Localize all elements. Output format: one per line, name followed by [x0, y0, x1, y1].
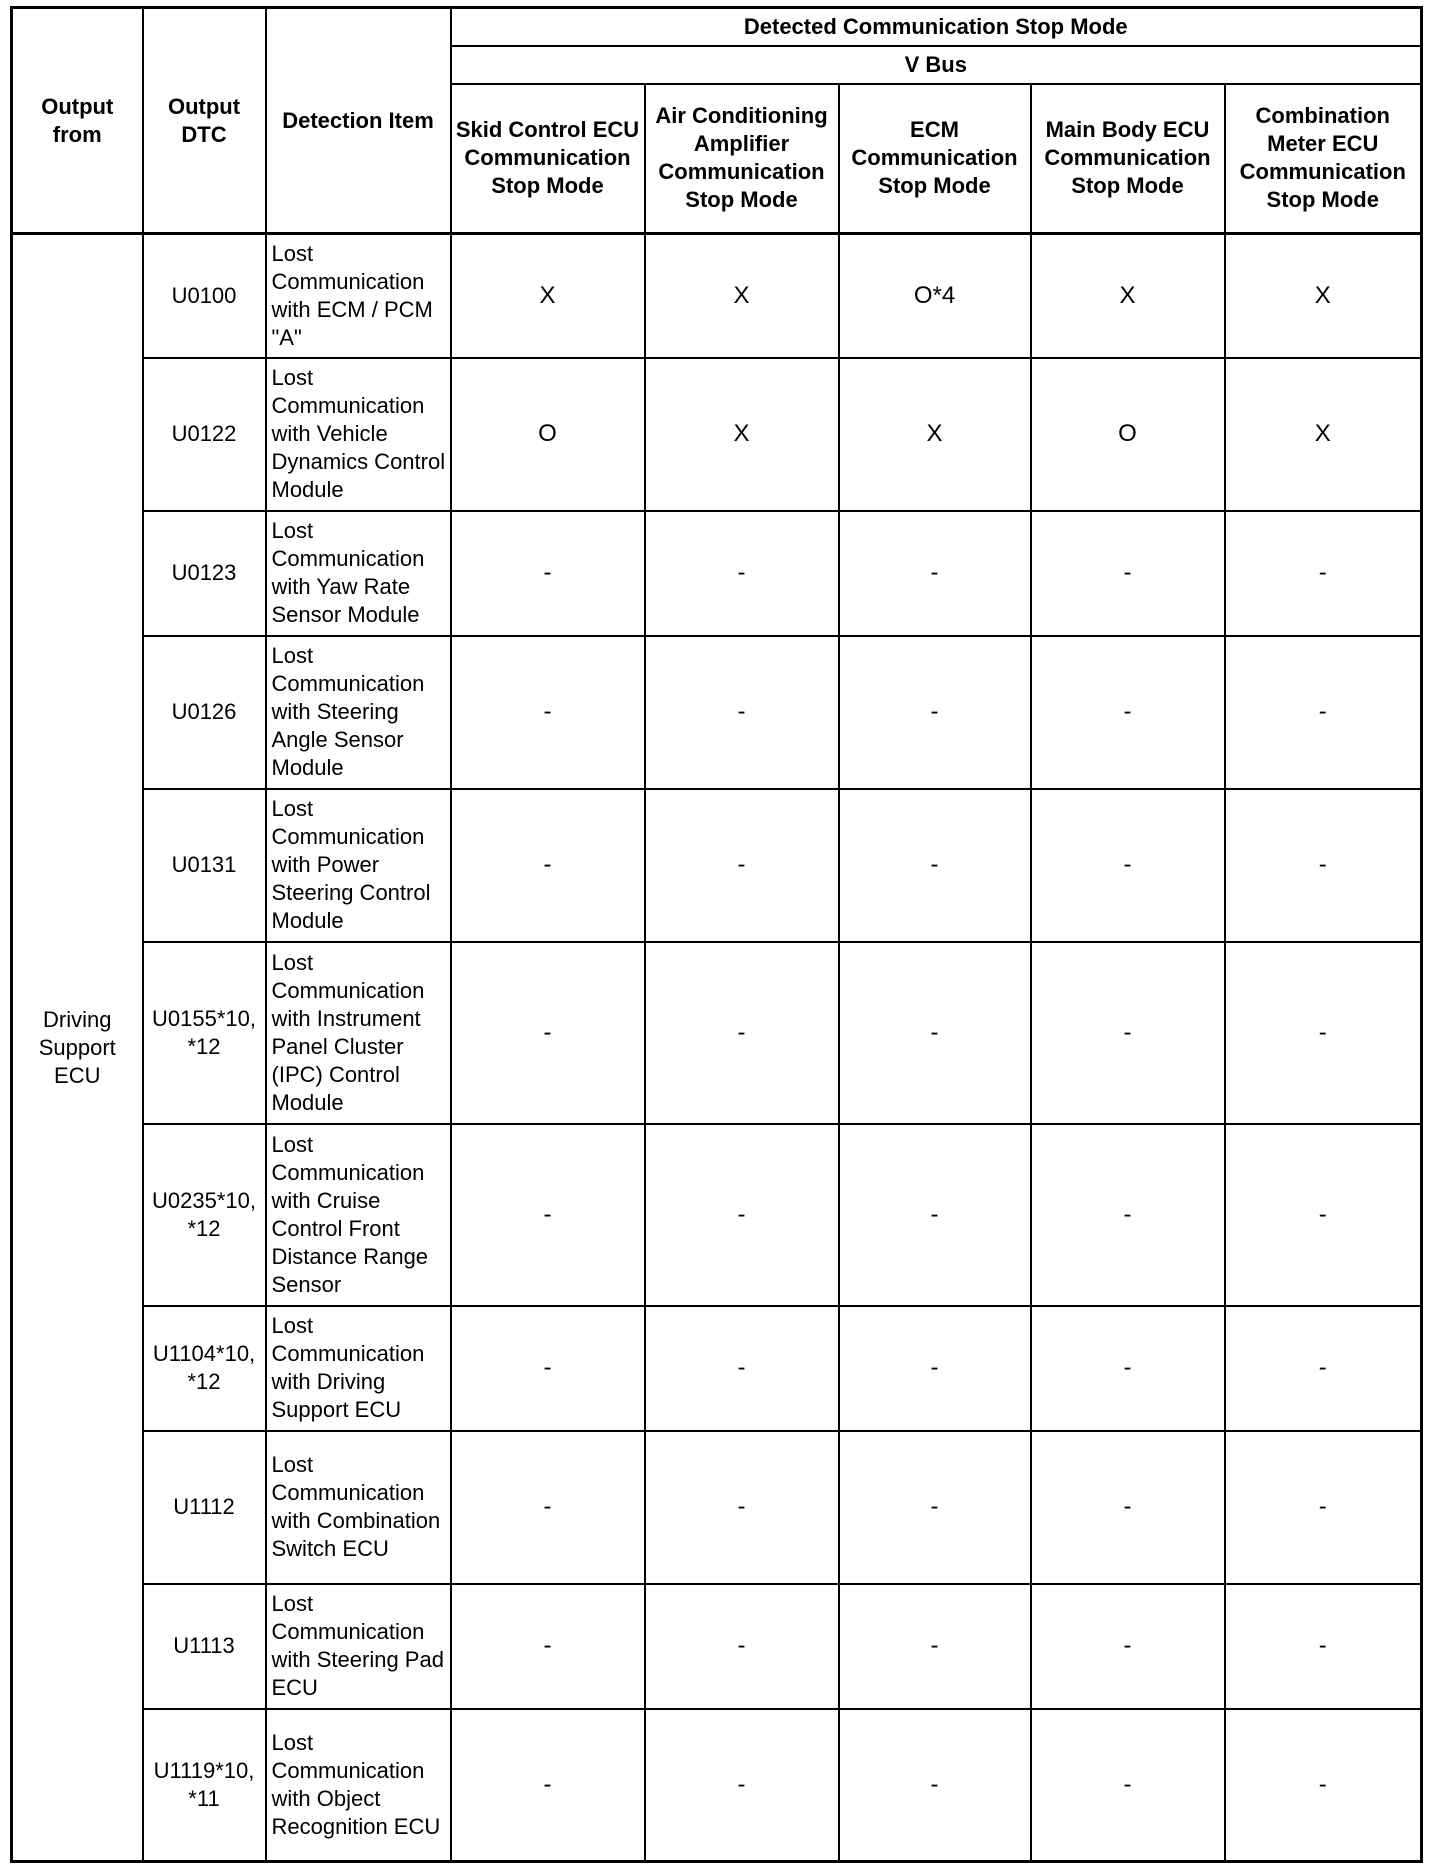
mark-main-body: X	[1031, 234, 1225, 358]
mark-combination-meter: -	[1225, 1431, 1422, 1584]
mark-air-conditioning: -	[645, 511, 839, 636]
mark-air-conditioning: -	[645, 942, 839, 1124]
table-row	[12, 789, 1422, 942]
mark-air-conditioning: -	[645, 789, 839, 942]
mark-skid-control: -	[451, 1124, 645, 1306]
dtc-cell: U0126	[143, 636, 266, 789]
dtc-cell: U0100	[143, 234, 266, 358]
table-header	[12, 8, 1422, 234]
mark-main-body: -	[1031, 1584, 1225, 1709]
header-detected-communication-stop-mode: Detected Communication Stop Mode	[451, 8, 1422, 46]
mark-combination-meter: -	[1225, 636, 1422, 789]
mark-main-body: -	[1031, 1431, 1225, 1584]
mark-main-body: -	[1031, 789, 1225, 942]
dtc-communication-table	[10, 6, 1423, 1863]
mark-combination-meter: X	[1225, 234, 1422, 358]
mark-air-conditioning: -	[645, 1306, 839, 1431]
mark-air-conditioning: X	[645, 358, 839, 511]
table-row	[12, 1709, 1422, 1862]
table-row	[12, 1431, 1422, 1584]
mark-main-body: -	[1031, 1124, 1225, 1306]
header-output-from: Output from	[12, 8, 143, 234]
detection-item-cell: Lost Communication with Object Recognition ECU	[266, 1709, 451, 1862]
detection-item-cell: Lost Communication with Yaw Rate Sensor Module	[266, 511, 451, 636]
mark-skid-control: -	[451, 636, 645, 789]
mark-skid-control: O	[451, 358, 645, 511]
mark-skid-control: -	[451, 511, 645, 636]
mark-skid-control: -	[451, 789, 645, 942]
mark-main-body: -	[1031, 511, 1225, 636]
mark-skid-control: -	[451, 1306, 645, 1431]
detection-item-cell: Lost Communication with Vehicle Dynamics Control Module	[266, 358, 451, 511]
mark-skid-control: -	[451, 1431, 645, 1584]
mark-ecm: -	[839, 1124, 1031, 1306]
header-ecm: ECM Communication Stop Mode	[839, 84, 1031, 234]
dtc-cell: U0155*10, *12	[143, 942, 266, 1124]
dtc-cell: U1113	[143, 1584, 266, 1709]
mark-air-conditioning: -	[645, 636, 839, 789]
mark-combination-meter: X	[1225, 358, 1422, 511]
mark-ecm: -	[839, 1709, 1031, 1862]
dtc-cell: U0235*10, *12	[143, 1124, 266, 1306]
mark-ecm: O*4	[839, 234, 1031, 358]
mark-main-body: O	[1031, 358, 1225, 511]
mark-combination-meter: -	[1225, 789, 1422, 942]
mark-combination-meter: -	[1225, 942, 1422, 1124]
mark-skid-control: -	[451, 1709, 645, 1862]
mark-combination-meter: -	[1225, 1306, 1422, 1431]
mark-ecm: -	[839, 1306, 1031, 1431]
header-bus: V Bus	[451, 46, 1422, 84]
dtc-cell: U0131	[143, 789, 266, 942]
mark-air-conditioning: X	[645, 234, 839, 358]
dtc-cell: U0122	[143, 358, 266, 511]
table-row	[12, 1306, 1422, 1431]
mark-main-body: -	[1031, 636, 1225, 789]
mark-ecm: -	[839, 511, 1031, 636]
mark-ecm: -	[839, 789, 1031, 942]
detection-item-cell: Lost Communication with Steering Pad ECU	[266, 1584, 451, 1709]
header-air-conditioning-amplifier: Air Conditioning Amplifier Communication Stop Mode	[645, 84, 839, 234]
mark-combination-meter: -	[1225, 1124, 1422, 1306]
header-detection-item: Detection Item	[266, 8, 451, 234]
mark-air-conditioning: -	[645, 1709, 839, 1862]
mark-main-body: -	[1031, 1709, 1225, 1862]
mark-skid-control: -	[451, 942, 645, 1124]
mark-ecm: -	[839, 1431, 1031, 1584]
mark-skid-control: -	[451, 1584, 645, 1709]
table-row	[12, 942, 1422, 1124]
header-output-dtc: Output DTC	[143, 8, 266, 234]
detection-item-cell: Lost Communication with Cruise Control Front Distance Range Sensor	[266, 1124, 451, 1306]
detection-item-cell: Lost Communication with Driving Support ECU	[266, 1306, 451, 1431]
table-body	[12, 234, 1422, 1862]
detection-item-cell: Lost Communication with ECM / PCM "A"	[266, 234, 451, 358]
table-row	[12, 636, 1422, 789]
mark-air-conditioning: -	[645, 1124, 839, 1306]
table-row	[12, 1124, 1422, 1306]
header-main-body-ecu: Main Body ECU Communication Stop Mode	[1031, 84, 1225, 234]
mark-air-conditioning: -	[645, 1431, 839, 1584]
detection-item-cell: Lost Communication with Power Steering Control Module	[266, 789, 451, 942]
detection-item-cell: Lost Communication with Steering Angle Sensor Module	[266, 636, 451, 789]
table-row	[12, 234, 1422, 358]
header-combination-meter-ecu: Combination Meter ECU Communication Stop Mode	[1225, 84, 1422, 234]
mark-ecm: -	[839, 1584, 1031, 1709]
table-row	[12, 511, 1422, 636]
table-row	[12, 1584, 1422, 1709]
mark-ecm: -	[839, 636, 1031, 789]
mark-main-body: -	[1031, 942, 1225, 1124]
dtc-cell: U1104*10, *12	[143, 1306, 266, 1431]
mark-skid-control: X	[451, 234, 645, 358]
mark-ecm: -	[839, 942, 1031, 1124]
detection-item-cell: Lost Communication with Combination Switch ECU	[266, 1431, 451, 1584]
output-from-value: Driving Support ECU	[38, 1006, 116, 1088]
table-row	[12, 358, 1422, 511]
mark-combination-meter: -	[1225, 1584, 1422, 1709]
mark-main-body: -	[1031, 1306, 1225, 1431]
header-skid-control-ecu: Skid Control ECU Communication Stop Mode	[451, 84, 645, 234]
mark-combination-meter: -	[1225, 1709, 1422, 1862]
dtc-cell: U1112	[143, 1431, 266, 1584]
detection-item-cell: Lost Communication with Instrument Panel Cluster (IPC) Control Module	[266, 942, 451, 1124]
dtc-cell: U0123	[143, 511, 266, 636]
mark-ecm: X	[839, 358, 1031, 511]
output-from-cell	[12, 234, 143, 1862]
mark-air-conditioning: -	[645, 1584, 839, 1709]
dtc-cell: U1119*10, *11	[143, 1709, 266, 1862]
mark-combination-meter: -	[1225, 511, 1422, 636]
